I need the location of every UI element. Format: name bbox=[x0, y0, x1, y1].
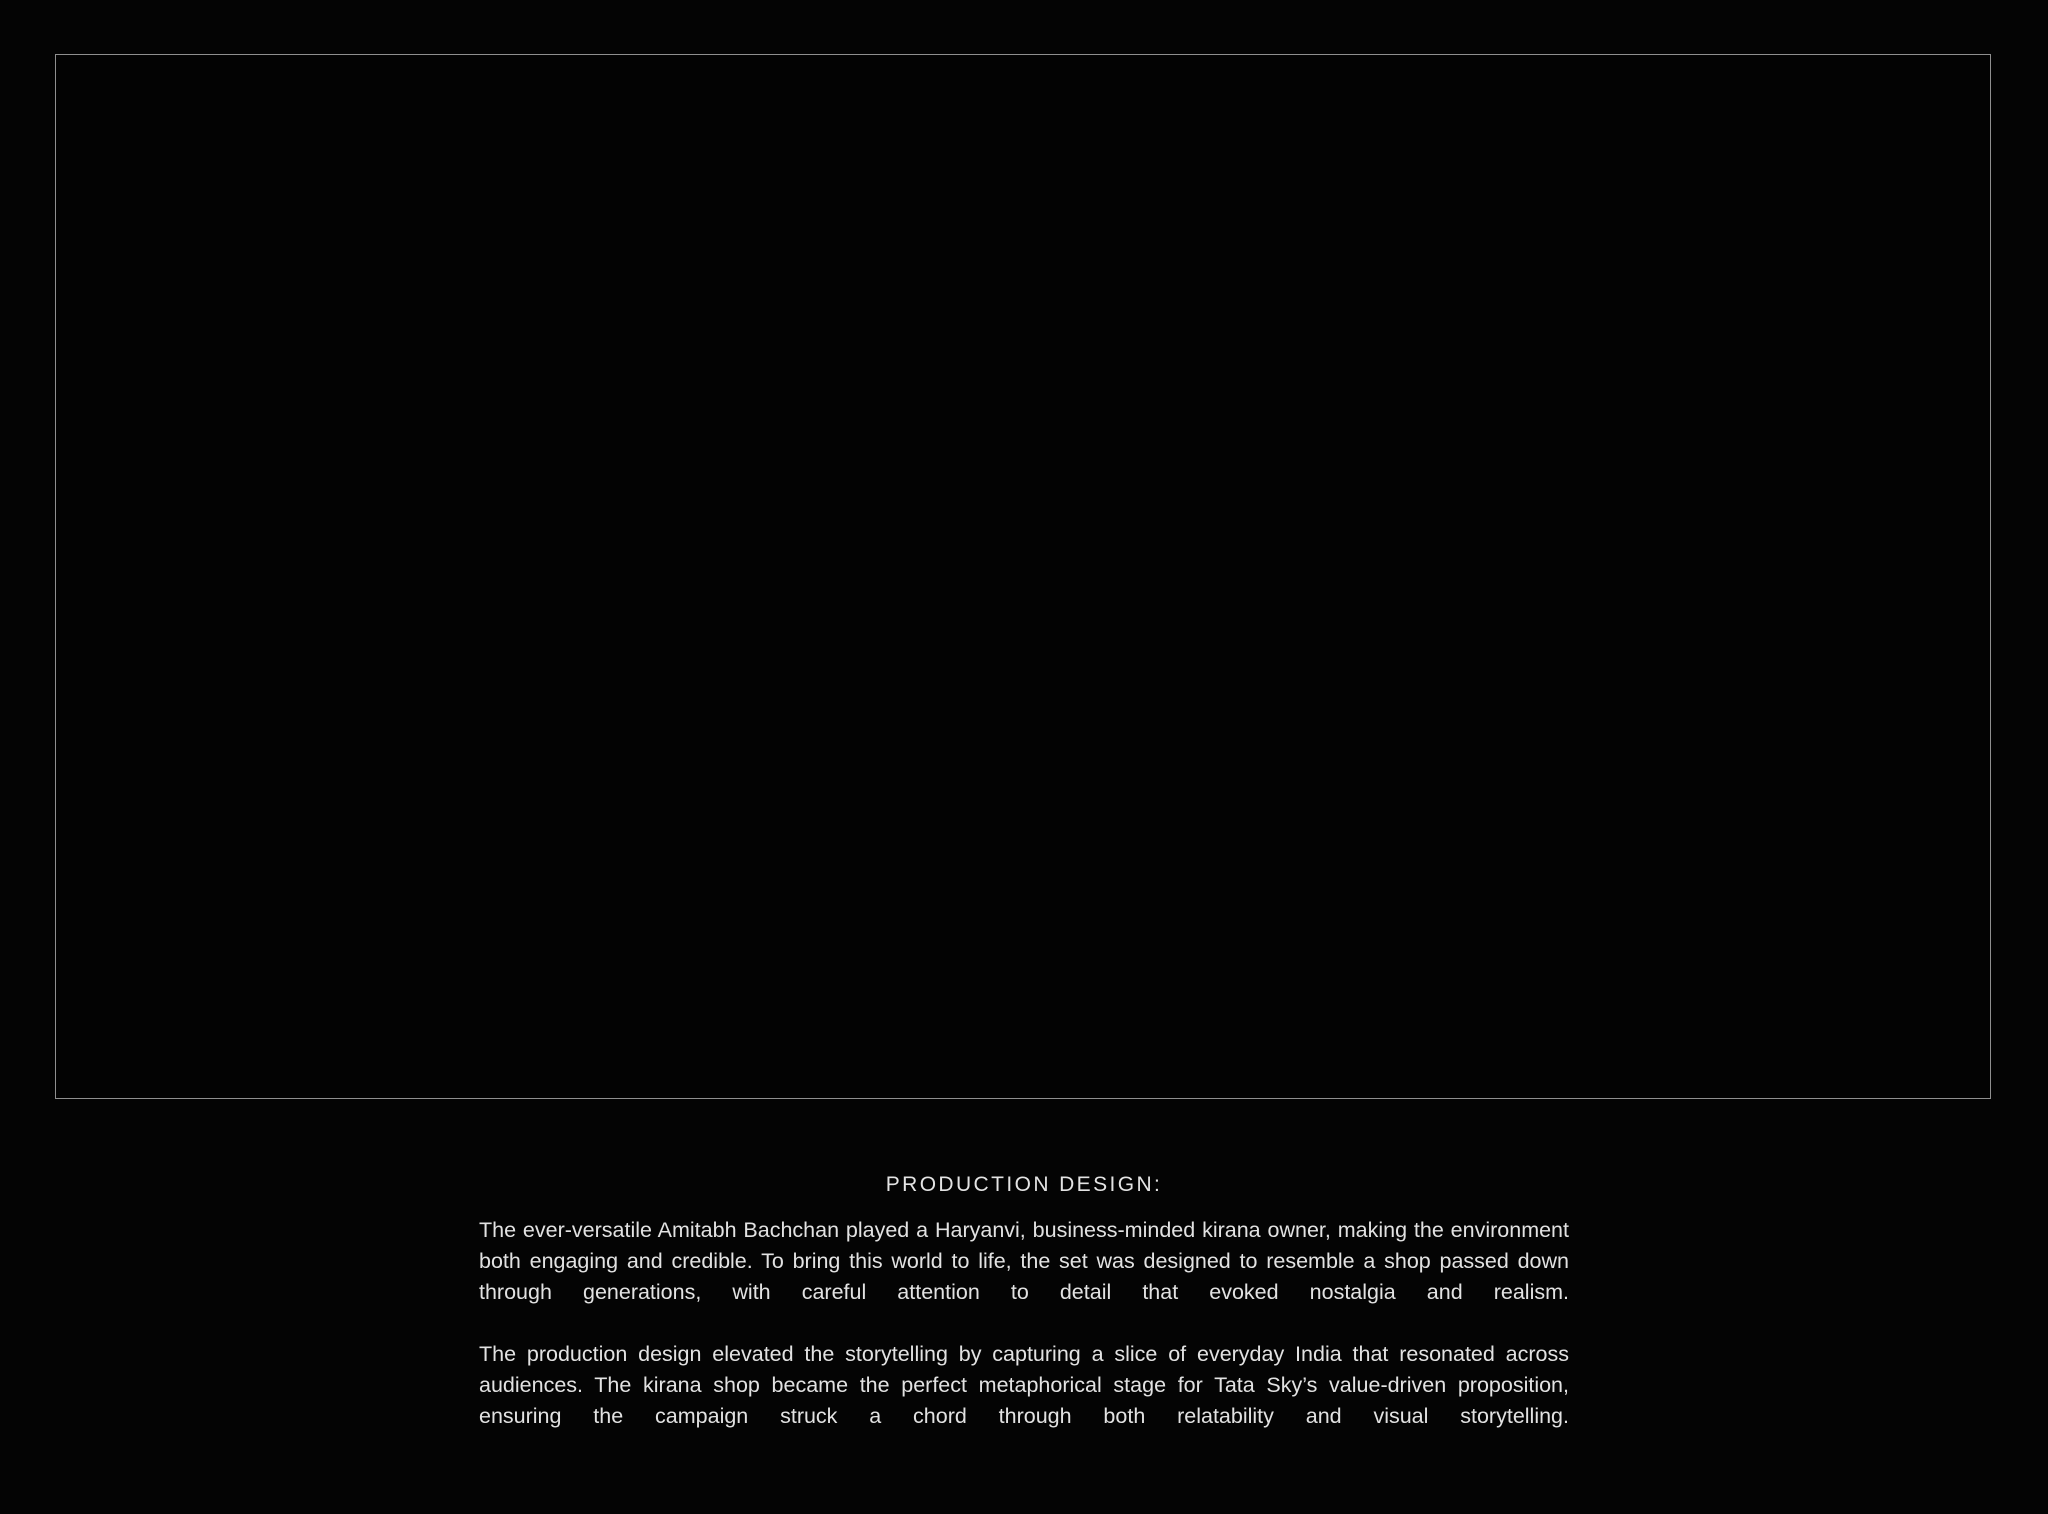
paragraph-1: The ever-versatile Amitabh Bachchan played a Haryanvi, business-minded kirana owner, making the environment both engaging and credible. To bring this world to life, the set was designed to resemble a shop passed down through generations, with careful attention to detail that evoked nostalgia and realism. bbox=[479, 1218, 1569, 1304]
body-text bbox=[479, 1215, 1569, 1463]
paragraph-2: The production design elevated the storytelling by capturing a slice of everyday India that resonated across audiences. The kirana shop became the perfect metaphorical stage for Tata Sky’s value-driven proposition, ensuring the campaign struck a chord through both relatability and visual storytelling. bbox=[479, 1342, 1569, 1428]
section-heading: PRODUCTION DESIGN: bbox=[885, 1173, 1163, 1196]
media-frame bbox=[55, 54, 1991, 1099]
